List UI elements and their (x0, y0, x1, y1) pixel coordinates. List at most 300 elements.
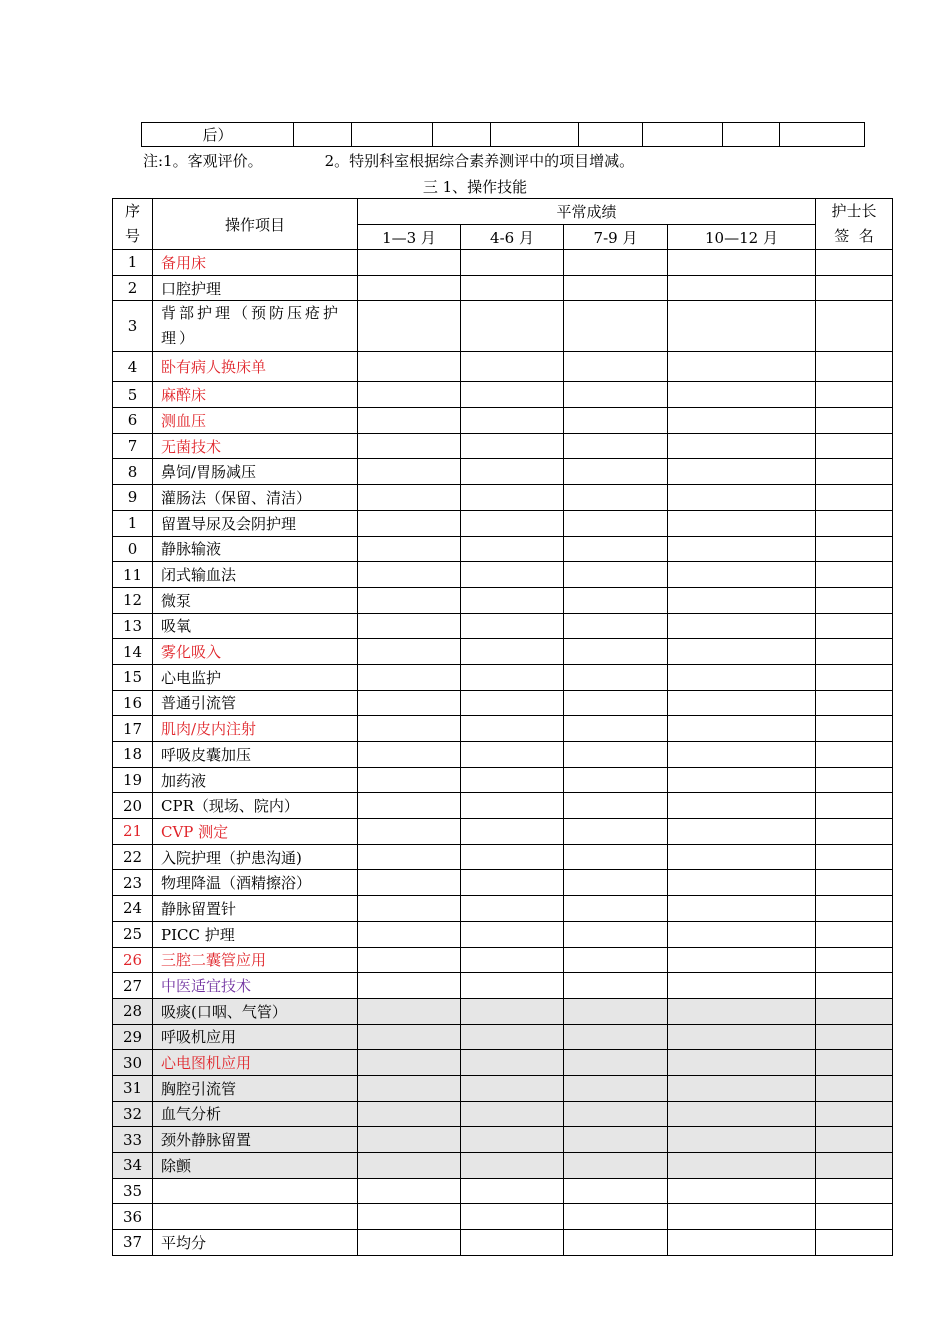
score-cell-q4[interactable] (668, 998, 816, 1024)
table-row (113, 998, 893, 1024)
table-row (113, 639, 893, 665)
empty-cell (643, 123, 723, 147)
previous-table-fragment (141, 122, 865, 147)
score-cell-q4[interactable] (668, 1101, 816, 1127)
operation-item-name: 微泵 (153, 587, 358, 613)
operation-item-name: PICC 护理 (153, 921, 358, 947)
score-cell-q3[interactable] (564, 613, 668, 639)
score-cell-q1[interactable] (358, 639, 461, 665)
head-nurse-sign-cell[interactable] (816, 844, 893, 870)
table-row (113, 275, 893, 301)
score-cell-q1[interactable] (358, 844, 461, 870)
head-nurse-sign-cell[interactable] (816, 973, 893, 999)
head-nurse-sign-cell[interactable] (816, 819, 893, 845)
fragment-row (142, 123, 865, 147)
head-nurse-sign-cell[interactable] (816, 639, 893, 665)
score-cell-q3[interactable] (564, 1230, 668, 1256)
score-cell-q4[interactable] (668, 1127, 816, 1153)
score-cell-q3[interactable] (564, 742, 668, 768)
head-nurse-sign-cell[interactable] (816, 562, 893, 588)
row-number: 24 (113, 896, 153, 922)
score-cell-q3[interactable] (564, 998, 668, 1024)
score-cell-q4[interactable] (668, 459, 816, 485)
score-cell-q1[interactable] (358, 1101, 461, 1127)
header-quarter-2: 4-6 月 (461, 225, 564, 250)
head-nurse-sign-cell[interactable] (816, 275, 893, 301)
row-number: 23 (113, 870, 153, 896)
score-cell-q4[interactable] (668, 947, 816, 973)
score-cell-q4[interactable] (668, 973, 816, 999)
score-cell-q1[interactable] (358, 973, 461, 999)
operation-item-name: 胸腔引流管 (153, 1075, 358, 1101)
score-cell-q2[interactable] (461, 844, 564, 870)
score-cell-q2[interactable] (461, 921, 564, 947)
operation-item-name: 除颤 (153, 1153, 358, 1179)
score-cell-q2[interactable] (461, 1101, 564, 1127)
row-number: 19 (113, 767, 153, 793)
score-cell-q1[interactable] (358, 690, 461, 716)
head-nurse-sign-cell[interactable] (816, 1153, 893, 1179)
head-nurse-sign-cell[interactable] (816, 767, 893, 793)
table-row (113, 382, 893, 408)
score-cell-q3[interactable] (564, 921, 668, 947)
score-cell-q1[interactable] (358, 562, 461, 588)
row-number: 20 (113, 793, 153, 819)
score-cell-q3[interactable] (564, 870, 668, 896)
score-cell-q3[interactable] (564, 664, 668, 690)
score-cell-q3[interactable] (564, 973, 668, 999)
head-nurse-sign-cell[interactable] (816, 947, 893, 973)
score-cell-q3[interactable] (564, 1075, 668, 1101)
empty-cell (579, 123, 643, 147)
score-cell-q2[interactable] (461, 1230, 564, 1256)
operation-item-name: 无菌技术 (153, 433, 358, 459)
score-cell-q1[interactable] (358, 1075, 461, 1101)
score-cell-q2[interactable] (461, 639, 564, 665)
score-cell-q2[interactable] (461, 664, 564, 690)
row-number: 3 (113, 301, 153, 352)
score-cell-q1[interactable] (358, 921, 461, 947)
head-nurse-sign-cell[interactable] (816, 352, 893, 382)
row-number: 35 (113, 1178, 153, 1204)
score-cell-q4[interactable] (668, 716, 816, 742)
row-number: 13 (113, 613, 153, 639)
score-cell-q3[interactable] (564, 1178, 668, 1204)
score-cell-q3[interactable] (564, 690, 668, 716)
score-cell-q4[interactable] (668, 250, 816, 276)
score-cell-q3[interactable] (564, 1101, 668, 1127)
score-cell-q2[interactable] (461, 459, 564, 485)
head-nurse-sign-cell[interactable] (816, 664, 893, 690)
score-cell-q2[interactable] (461, 1050, 564, 1076)
score-cell-q1[interactable] (358, 742, 461, 768)
table-row (113, 1204, 893, 1230)
score-cell-q4[interactable] (668, 793, 816, 819)
table-row (113, 1075, 893, 1101)
skills-body (113, 250, 893, 1256)
score-cell-q2[interactable] (461, 793, 564, 819)
table-row (113, 664, 893, 690)
row-number: 8 (113, 459, 153, 485)
head-nurse-sign-cell[interactable] (816, 510, 893, 536)
head-nurse-sign-cell[interactable] (816, 1075, 893, 1101)
operation-item-name (153, 1178, 358, 1204)
score-cell-q1[interactable] (358, 613, 461, 639)
score-cell-q1[interactable] (358, 301, 461, 352)
header-item: 操作项目 (153, 199, 358, 250)
operation-item-name: 灌肠法（保留、清洁） (153, 485, 358, 511)
score-cell-q2[interactable] (461, 485, 564, 511)
row-number: 30 (113, 1050, 153, 1076)
row-number: 34 (113, 1153, 153, 1179)
score-cell-q1[interactable] (358, 485, 461, 511)
operation-item-name: 加药液 (153, 767, 358, 793)
operation-item-name: 呼吸机应用 (153, 1024, 358, 1050)
score-cell-q4[interactable] (668, 1178, 816, 1204)
score-cell-q4[interactable] (668, 433, 816, 459)
score-cell-q2[interactable] (461, 510, 564, 536)
score-cell-q2[interactable] (461, 352, 564, 382)
operation-item-name: 入院护理（护患沟通) (153, 844, 358, 870)
table-row (113, 690, 893, 716)
score-cell-q4[interactable] (668, 1204, 816, 1230)
score-cell-q4[interactable] (668, 382, 816, 408)
score-cell-q1[interactable] (358, 510, 461, 536)
score-cell-q2[interactable] (461, 301, 564, 352)
score-cell-q2[interactable] (461, 819, 564, 845)
score-cell-q1[interactable] (358, 382, 461, 408)
table-row (113, 408, 893, 434)
header-sign-line-1: 护士长 (831, 202, 877, 220)
row-number: 28 (113, 998, 153, 1024)
fragment-first-cell: 后） (142, 123, 294, 147)
score-cell-q1[interactable] (358, 1050, 461, 1076)
score-cell-q3[interactable] (564, 716, 668, 742)
table-row (113, 587, 893, 613)
score-cell-q1[interactable] (358, 896, 461, 922)
score-cell-q4[interactable] (668, 301, 816, 352)
score-cell-q2[interactable] (461, 1178, 564, 1204)
score-cell-q3[interactable] (564, 1204, 668, 1230)
operation-item-name: 吸氧 (153, 613, 358, 639)
score-cell-q1[interactable] (358, 870, 461, 896)
score-cell-q4[interactable] (668, 921, 816, 947)
head-nurse-sign-cell[interactable] (816, 459, 893, 485)
row-number: 1 (113, 510, 153, 536)
head-nurse-sign-cell[interactable] (816, 896, 893, 922)
score-cell-q4[interactable] (668, 896, 816, 922)
score-cell-q3[interactable] (564, 250, 668, 276)
score-cell-q3[interactable] (564, 587, 668, 613)
score-cell-q4[interactable] (668, 819, 816, 845)
score-cell-q2[interactable] (461, 690, 564, 716)
score-cell-q1[interactable] (358, 1178, 461, 1204)
score-cell-q2[interactable] (461, 613, 564, 639)
score-cell-q3[interactable] (564, 639, 668, 665)
score-cell-q3[interactable] (564, 536, 668, 562)
score-cell-q1[interactable] (358, 716, 461, 742)
operation-item-name: 闭式输血法 (153, 562, 358, 588)
score-cell-q4[interactable] (668, 510, 816, 536)
score-cell-q3[interactable] (564, 301, 668, 352)
score-cell-q4[interactable] (668, 275, 816, 301)
score-cell-q4[interactable] (668, 1050, 816, 1076)
head-nurse-sign-cell[interactable] (816, 613, 893, 639)
score-cell-q1[interactable] (358, 1230, 461, 1256)
row-number: 2 (113, 275, 153, 301)
table-row (113, 921, 893, 947)
score-cell-q2[interactable] (461, 1075, 564, 1101)
head-nurse-sign-cell[interactable] (816, 793, 893, 819)
score-cell-q4[interactable] (668, 536, 816, 562)
row-number: 16 (113, 690, 153, 716)
operation-item-name: 吸痰(口咽、气管） (153, 998, 358, 1024)
table-row (113, 742, 893, 768)
table-row (113, 1230, 893, 1256)
operation-item-name: 血气分析 (153, 1101, 358, 1127)
score-cell-q1[interactable] (358, 793, 461, 819)
score-cell-q1[interactable] (358, 587, 461, 613)
empty-cell (723, 123, 780, 147)
operation-item-name: 心电监护 (153, 664, 358, 690)
score-cell-q3[interactable] (564, 819, 668, 845)
head-nurse-sign-cell[interactable] (816, 742, 893, 768)
score-cell-q4[interactable] (668, 613, 816, 639)
notes-line (143, 150, 634, 171)
head-nurse-sign-cell[interactable] (816, 870, 893, 896)
score-cell-q1[interactable] (358, 664, 461, 690)
score-cell-q4[interactable] (668, 408, 816, 434)
score-cell-q1[interactable] (358, 767, 461, 793)
table-row (113, 716, 893, 742)
score-cell-q4[interactable] (668, 562, 816, 588)
score-cell-q3[interactable] (564, 793, 668, 819)
header-seq-line-2: 号 (124, 227, 140, 245)
score-cell-q1[interactable] (358, 250, 461, 276)
operation-item-name: 鼻饲/胃肠减压 (153, 459, 358, 485)
score-cell-q1[interactable] (358, 1127, 461, 1153)
score-cell-q3[interactable] (564, 485, 668, 511)
score-cell-q2[interactable] (461, 562, 564, 588)
score-cell-q2[interactable] (461, 716, 564, 742)
row-number: 21 (113, 819, 153, 845)
score-cell-q4[interactable] (668, 844, 816, 870)
score-cell-q3[interactable] (564, 1153, 668, 1179)
score-cell-q3[interactable] (564, 844, 668, 870)
note-1: 注:1。客观评价。 (143, 152, 263, 170)
score-cell-q2[interactable] (461, 433, 564, 459)
score-cell-q4[interactable] (668, 664, 816, 690)
operation-item-name (153, 1204, 358, 1230)
score-cell-q3[interactable] (564, 408, 668, 434)
score-cell-q1[interactable] (358, 1204, 461, 1230)
head-nurse-sign-cell[interactable] (816, 382, 893, 408)
row-number: 5 (113, 382, 153, 408)
score-cell-q2[interactable] (461, 275, 564, 301)
head-nurse-sign-cell[interactable] (816, 433, 893, 459)
table-row (113, 819, 893, 845)
score-cell-q3[interactable] (564, 1127, 668, 1153)
operation-item-name: 麻醉床 (153, 382, 358, 408)
score-cell-q2[interactable] (461, 408, 564, 434)
head-nurse-sign-cell[interactable] (816, 1024, 893, 1050)
score-cell-q3[interactable] (564, 275, 668, 301)
score-cell-q1[interactable] (358, 1024, 461, 1050)
score-cell-q2[interactable] (461, 998, 564, 1024)
score-cell-q1[interactable] (358, 433, 461, 459)
score-cell-q2[interactable] (461, 1204, 564, 1230)
score-cell-q4[interactable] (668, 690, 816, 716)
score-cell-q4[interactable] (668, 742, 816, 768)
row-number: 0 (113, 536, 153, 562)
operation-item-name: 测血压 (153, 408, 358, 434)
head-nurse-sign-cell[interactable] (816, 1127, 893, 1153)
head-nurse-sign-cell[interactable] (816, 536, 893, 562)
operation-item-name: 雾化吸入 (153, 639, 358, 665)
operation-item-name: 口腔护理 (153, 275, 358, 301)
header-quarter-3: 7-9 月 (564, 225, 668, 250)
operation-item-name: 背部护理（预防压疮护理） (153, 301, 358, 352)
score-cell-q2[interactable] (461, 382, 564, 408)
score-cell-q2[interactable] (461, 250, 564, 276)
score-cell-q4[interactable] (668, 767, 816, 793)
score-cell-q2[interactable] (461, 870, 564, 896)
score-cell-q2[interactable] (461, 1024, 564, 1050)
empty-cell (491, 123, 579, 147)
row-number: 33 (113, 1127, 153, 1153)
score-cell-q3[interactable] (564, 352, 668, 382)
score-cell-q4[interactable] (668, 485, 816, 511)
table-row (113, 433, 893, 459)
score-cell-q2[interactable] (461, 742, 564, 768)
score-cell-q4[interactable] (668, 352, 816, 382)
empty-cell (352, 123, 433, 147)
header-seq (113, 199, 153, 250)
score-cell-q2[interactable] (461, 1153, 564, 1179)
table-row (113, 1153, 893, 1179)
score-cell-q4[interactable] (668, 870, 816, 896)
score-cell-q1[interactable] (358, 408, 461, 434)
row-number: 31 (113, 1075, 153, 1101)
empty-cell (433, 123, 491, 147)
score-cell-q2[interactable] (461, 947, 564, 973)
header-sign-line-2: 签 名 (834, 227, 874, 245)
row-number: 36 (113, 1204, 153, 1230)
row-number: 18 (113, 742, 153, 768)
header-sign (816, 199, 893, 250)
row-number: 37 (113, 1230, 153, 1256)
score-cell-q3[interactable] (564, 382, 668, 408)
head-nurse-sign-cell[interactable] (816, 690, 893, 716)
score-cell-q3[interactable] (564, 1050, 668, 1076)
row-number: 14 (113, 639, 153, 665)
operation-item-name: 静脉留置针 (153, 896, 358, 922)
score-cell-q4[interactable] (668, 639, 816, 665)
head-nurse-sign-cell[interactable] (816, 301, 893, 352)
operation-item-name: 心电图机应用 (153, 1050, 358, 1076)
operation-item-name: CPR（现场、院内） (153, 793, 358, 819)
empty-cell (780, 123, 865, 147)
score-cell-q1[interactable] (358, 1153, 461, 1179)
head-nurse-sign-cell[interactable] (816, 485, 893, 511)
table-row (113, 250, 893, 276)
score-cell-q1[interactable] (358, 819, 461, 845)
head-nurse-sign-cell[interactable] (816, 1230, 893, 1256)
table-row (113, 1101, 893, 1127)
score-cell-q4[interactable] (668, 1024, 816, 1050)
score-cell-q2[interactable] (461, 536, 564, 562)
score-cell-q3[interactable] (564, 459, 668, 485)
operation-item-name: 中医适宜技术 (153, 973, 358, 999)
row-number: 15 (113, 664, 153, 690)
head-nurse-sign-cell[interactable] (816, 250, 893, 276)
row-number: 27 (113, 973, 153, 999)
operation-item-name: 留置导尿及会阴护理 (153, 510, 358, 536)
score-cell-q2[interactable] (461, 767, 564, 793)
operation-item-name: 颈外静脉留置 (153, 1127, 358, 1153)
score-cell-q1[interactable] (358, 275, 461, 301)
score-cell-q1[interactable] (358, 947, 461, 973)
table-row (113, 562, 893, 588)
header-scores: 平常成绩 (358, 199, 816, 225)
table-row (113, 844, 893, 870)
score-cell-q1[interactable] (358, 536, 461, 562)
operation-item-name: 肌肉/皮内注射 (153, 716, 358, 742)
table-row (113, 793, 893, 819)
score-cell-q4[interactable] (668, 1230, 816, 1256)
head-nurse-sign-cell[interactable] (816, 1101, 893, 1127)
table-row (113, 870, 893, 896)
head-nurse-sign-cell[interactable] (816, 716, 893, 742)
operation-item-name: 平均分 (153, 1230, 358, 1256)
score-cell-q1[interactable] (358, 998, 461, 1024)
score-cell-q3[interactable] (564, 510, 668, 536)
score-cell-q2[interactable] (461, 973, 564, 999)
score-cell-q3[interactable] (564, 947, 668, 973)
score-cell-q3[interactable] (564, 1024, 668, 1050)
score-cell-q2[interactable] (461, 587, 564, 613)
score-cell-q4[interactable] (668, 587, 816, 613)
score-cell-q3[interactable] (564, 767, 668, 793)
score-cell-q3[interactable] (564, 896, 668, 922)
head-nurse-sign-cell[interactable] (816, 1178, 893, 1204)
operation-item-name: 卧有病人换床单 (153, 352, 358, 382)
score-cell-q3[interactable] (564, 433, 668, 459)
score-cell-q1[interactable] (358, 459, 461, 485)
score-cell-q1[interactable] (358, 352, 461, 382)
score-cell-q3[interactable] (564, 562, 668, 588)
score-cell-q2[interactable] (461, 896, 564, 922)
head-nurse-sign-cell[interactable] (816, 408, 893, 434)
row-number: 1 (113, 250, 153, 276)
score-cell-q4[interactable] (668, 1153, 816, 1179)
table-row (113, 767, 893, 793)
head-nurse-sign-cell[interactable] (816, 1204, 893, 1230)
operation-item-name: 静脉输液 (153, 536, 358, 562)
score-cell-q4[interactable] (668, 1075, 816, 1101)
header-quarter-4: 10—12 月 (668, 225, 816, 250)
head-nurse-sign-cell[interactable] (816, 921, 893, 947)
head-nurse-sign-cell[interactable] (816, 998, 893, 1024)
table-row (113, 536, 893, 562)
head-nurse-sign-cell[interactable] (816, 587, 893, 613)
table-row (113, 947, 893, 973)
head-nurse-sign-cell[interactable] (816, 1050, 893, 1076)
table-row (113, 973, 893, 999)
empty-cell (294, 123, 352, 147)
score-cell-q2[interactable] (461, 1127, 564, 1153)
row-number: 12 (113, 587, 153, 613)
